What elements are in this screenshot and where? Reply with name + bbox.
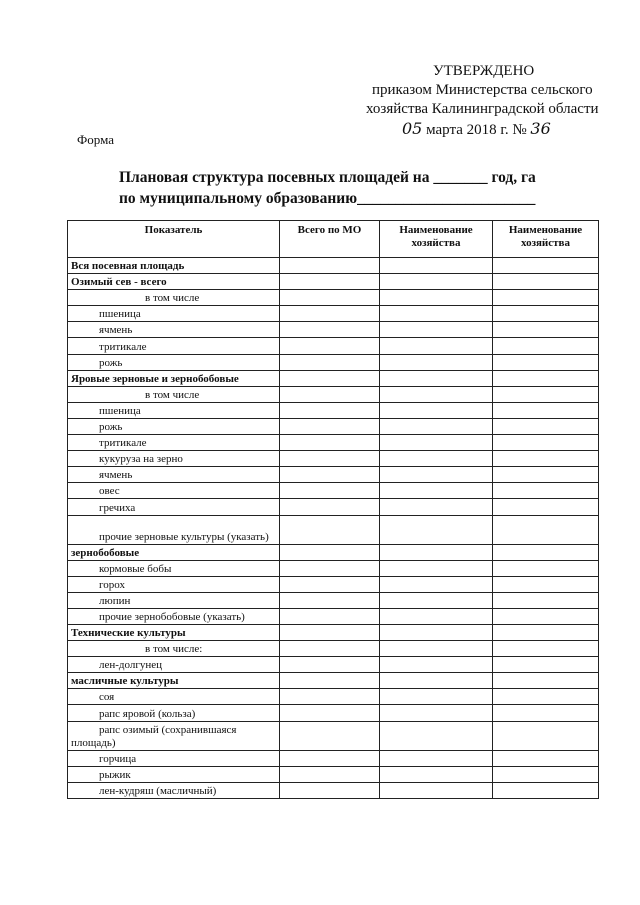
table-row — [68, 689, 599, 705]
cell-farm-2[interactable] — [493, 624, 599, 640]
table-row — [68, 483, 599, 499]
cell-total[interactable] — [280, 592, 380, 608]
cell-total[interactable] — [280, 322, 380, 338]
row-label: лен-кудряш (масличный) — [68, 782, 280, 798]
table-row — [68, 338, 599, 354]
cell-total[interactable] — [280, 338, 380, 354]
table-row — [68, 657, 599, 673]
cell-farm-1[interactable] — [380, 451, 493, 467]
row-label: лен-долгунец — [68, 657, 280, 673]
cell-farm-2[interactable] — [493, 451, 599, 467]
table-row — [68, 544, 599, 560]
row-label: прочие зерновые культуры (указать) — [68, 515, 280, 544]
row-label: рожь — [68, 418, 280, 434]
approval-line-1: приказом Министерства сельского — [372, 82, 593, 98]
cell-farm-1[interactable] — [380, 306, 493, 322]
row-label: Озимый сев - всего — [68, 274, 280, 290]
row-label: рыжик — [68, 766, 280, 782]
form-label: Форма — [77, 132, 114, 147]
row-label: Вся посевная площадь — [68, 258, 280, 274]
row-label: в том числе — [68, 386, 280, 402]
cell-farm-1[interactable] — [380, 705, 493, 721]
cell-farm-2[interactable] — [493, 418, 599, 434]
cell-total[interactable] — [280, 418, 380, 434]
cell-farm-1[interactable] — [380, 274, 493, 290]
cell-farm-2[interactable] — [493, 592, 599, 608]
cell-farm-1[interactable] — [380, 402, 493, 418]
table-row — [68, 592, 599, 608]
cell-farm-2[interactable] — [493, 483, 599, 499]
cell-farm-2[interactable] — [493, 689, 599, 705]
cell-farm-1[interactable] — [380, 689, 493, 705]
cell-farm-2[interactable] — [493, 258, 599, 274]
cell-farm-1[interactable] — [380, 592, 493, 608]
table-header-row — [68, 221, 599, 258]
cell-farm-1[interactable] — [380, 560, 493, 576]
row-label: в том числе: — [68, 641, 280, 657]
cell-farm-2[interactable] — [493, 576, 599, 592]
table-row — [68, 576, 599, 592]
column-header-indicator: Показатель — [68, 221, 280, 258]
row-label: соя — [68, 689, 280, 705]
cell-farm-2[interactable] — [493, 435, 599, 451]
cell-farm-1[interactable] — [380, 354, 493, 370]
cell-total[interactable] — [280, 782, 380, 798]
cell-total[interactable] — [280, 306, 380, 322]
cell-farm-2[interactable] — [493, 370, 599, 386]
cell-farm-1[interactable] — [380, 435, 493, 451]
cell-total[interactable] — [280, 515, 380, 544]
cell-farm-1[interactable] — [380, 499, 493, 515]
cell-farm-1[interactable] — [380, 721, 493, 750]
row-label: зернобобовые — [68, 544, 280, 560]
approval-line-2: хозяйства Калининградской области — [366, 101, 599, 117]
cell-total[interactable] — [280, 435, 380, 451]
cell-farm-1[interactable] — [380, 673, 493, 689]
approval-number: 36 — [530, 119, 551, 138]
table-row — [68, 435, 599, 451]
table-row — [68, 467, 599, 483]
cell-farm-1[interactable] — [380, 544, 493, 560]
row-label: масличные культуры — [68, 673, 280, 689]
cell-total[interactable] — [280, 689, 380, 705]
row-label: горох — [68, 576, 280, 592]
cell-total[interactable] — [280, 258, 380, 274]
cell-farm-2[interactable] — [493, 560, 599, 576]
cell-farm-1[interactable] — [380, 608, 493, 624]
cell-total[interactable] — [280, 483, 380, 499]
row-label: тритикале — [68, 338, 280, 354]
cell-total[interactable] — [280, 750, 380, 766]
cell-farm-2[interactable] — [493, 290, 599, 306]
cell-total[interactable] — [280, 608, 380, 624]
cell-farm-2[interactable] — [493, 544, 599, 560]
document-title-line-2: по муниципальному образованию_______________________ — [119, 190, 536, 207]
row-label: горчица — [68, 750, 280, 766]
cell-farm-1[interactable] — [380, 641, 493, 657]
row-label: овес — [68, 483, 280, 499]
table-row — [68, 705, 599, 721]
table-row — [68, 721, 599, 750]
table-row — [68, 499, 599, 515]
table-row — [68, 750, 599, 766]
cell-farm-1[interactable] — [380, 483, 493, 499]
cell-farm-1[interactable] — [380, 322, 493, 338]
cell-farm-2[interactable] — [493, 467, 599, 483]
row-label: рапс яровой (кольза) — [68, 705, 280, 721]
row-label: кукуруза на зерно — [68, 451, 280, 467]
row-label: Технические культуры — [68, 624, 280, 640]
column-header-farm-2: Наименование хозяйства — [493, 221, 599, 258]
cell-farm-2[interactable] — [493, 402, 599, 418]
cell-farm-1[interactable] — [380, 624, 493, 640]
table-row — [68, 608, 599, 624]
table-row — [68, 782, 599, 798]
row-label: пшеница — [68, 306, 280, 322]
cell-farm-2[interactable] — [493, 354, 599, 370]
row-label: в том числе — [68, 290, 280, 306]
row-label: кормовые бобы — [68, 560, 280, 576]
table-row — [68, 515, 599, 544]
table-row — [68, 673, 599, 689]
cell-farm-1[interactable] — [380, 782, 493, 798]
cell-farm-2[interactable] — [493, 608, 599, 624]
cell-farm-1[interactable] — [380, 418, 493, 434]
row-label: тритикале — [68, 435, 280, 451]
cell-farm-2[interactable] — [493, 673, 599, 689]
cell-farm-2[interactable] — [493, 750, 599, 766]
cell-farm-2[interactable] — [493, 322, 599, 338]
cell-total[interactable] — [280, 544, 380, 560]
cell-farm-1[interactable] — [380, 338, 493, 354]
table-row — [68, 386, 599, 402]
table-row — [68, 322, 599, 338]
row-label: гречиха — [68, 499, 280, 515]
cell-total[interactable] — [280, 499, 380, 515]
cell-total[interactable] — [280, 402, 380, 418]
document-title-line-1: Плановая структура посевных площадей на _______ год, га — [119, 169, 536, 186]
table-row — [68, 306, 599, 322]
approval-date-line — [330, 119, 630, 140]
row-label: пшеница — [68, 402, 280, 418]
row-label: рапс озимый (сохранившаяся площадь) — [68, 721, 280, 750]
cell-farm-1[interactable] — [380, 467, 493, 483]
table-row — [68, 624, 599, 640]
cell-farm-1[interactable] — [380, 290, 493, 306]
cell-total[interactable] — [280, 624, 380, 640]
table-row — [68, 451, 599, 467]
sown-area-table — [67, 220, 599, 799]
table-row — [68, 641, 599, 657]
table-row — [68, 418, 599, 434]
cell-farm-2[interactable] — [493, 386, 599, 402]
table-row — [68, 274, 599, 290]
cell-farm-2[interactable] — [493, 499, 599, 515]
cell-total[interactable] — [280, 467, 380, 483]
cell-total[interactable] — [280, 274, 380, 290]
cell-total[interactable] — [280, 766, 380, 782]
cell-farm-1[interactable] — [380, 750, 493, 766]
row-label: ячмень — [68, 467, 280, 483]
row-label: прочие зернобобовые (указать) — [68, 608, 280, 624]
cell-farm-2[interactable] — [493, 721, 599, 750]
table-row — [68, 402, 599, 418]
cell-total[interactable] — [280, 721, 380, 750]
cell-farm-2[interactable] — [493, 705, 599, 721]
cell-farm-2[interactable] — [493, 641, 599, 657]
cell-total[interactable] — [280, 576, 380, 592]
cell-total[interactable] — [280, 705, 380, 721]
cell-farm-1[interactable] — [380, 515, 493, 544]
column-header-total: Всего по МО — [280, 221, 380, 258]
cell-farm-2[interactable] — [493, 274, 599, 290]
cell-farm-2[interactable] — [493, 657, 599, 673]
cell-total[interactable] — [280, 657, 380, 673]
approval-title: УТВЕРЖДЕНО — [433, 63, 535, 79]
cell-farm-2[interactable] — [493, 782, 599, 798]
cell-farm-1[interactable] — [380, 766, 493, 782]
cell-farm-1[interactable] — [380, 386, 493, 402]
column-header-farm-1: Наименование хозяйства — [380, 221, 493, 258]
row-label: Яровые зерновые и зернобобовые — [68, 370, 280, 386]
table-row — [68, 560, 599, 576]
cell-total[interactable] — [280, 386, 380, 402]
approval-date-day: 05 — [402, 119, 423, 138]
approval-stamp — [330, 62, 630, 140]
cell-total[interactable] — [280, 560, 380, 576]
table-row — [68, 290, 599, 306]
cell-total[interactable] — [280, 641, 380, 657]
cell-farm-1[interactable] — [380, 370, 493, 386]
cell-farm-2[interactable] — [493, 515, 599, 544]
cell-farm-1[interactable] — [380, 657, 493, 673]
cell-farm-1[interactable] — [380, 258, 493, 274]
cell-total[interactable] — [280, 370, 380, 386]
table-row — [68, 258, 599, 274]
row-label: люпин — [68, 592, 280, 608]
cell-total[interactable] — [280, 451, 380, 467]
row-label: рожь — [68, 354, 280, 370]
cell-farm-2[interactable] — [493, 338, 599, 354]
table-row — [68, 766, 599, 782]
table-row — [68, 354, 599, 370]
cell-farm-2[interactable] — [493, 306, 599, 322]
row-label: ячмень — [68, 322, 280, 338]
cell-total[interactable] — [280, 354, 380, 370]
approval-date-text: марта 2018 г. № — [426, 122, 527, 138]
cell-farm-1[interactable] — [380, 576, 493, 592]
cell-total[interactable] — [280, 673, 380, 689]
table-row — [68, 370, 599, 386]
cell-total[interactable] — [280, 290, 380, 306]
cell-farm-2[interactable] — [493, 766, 599, 782]
